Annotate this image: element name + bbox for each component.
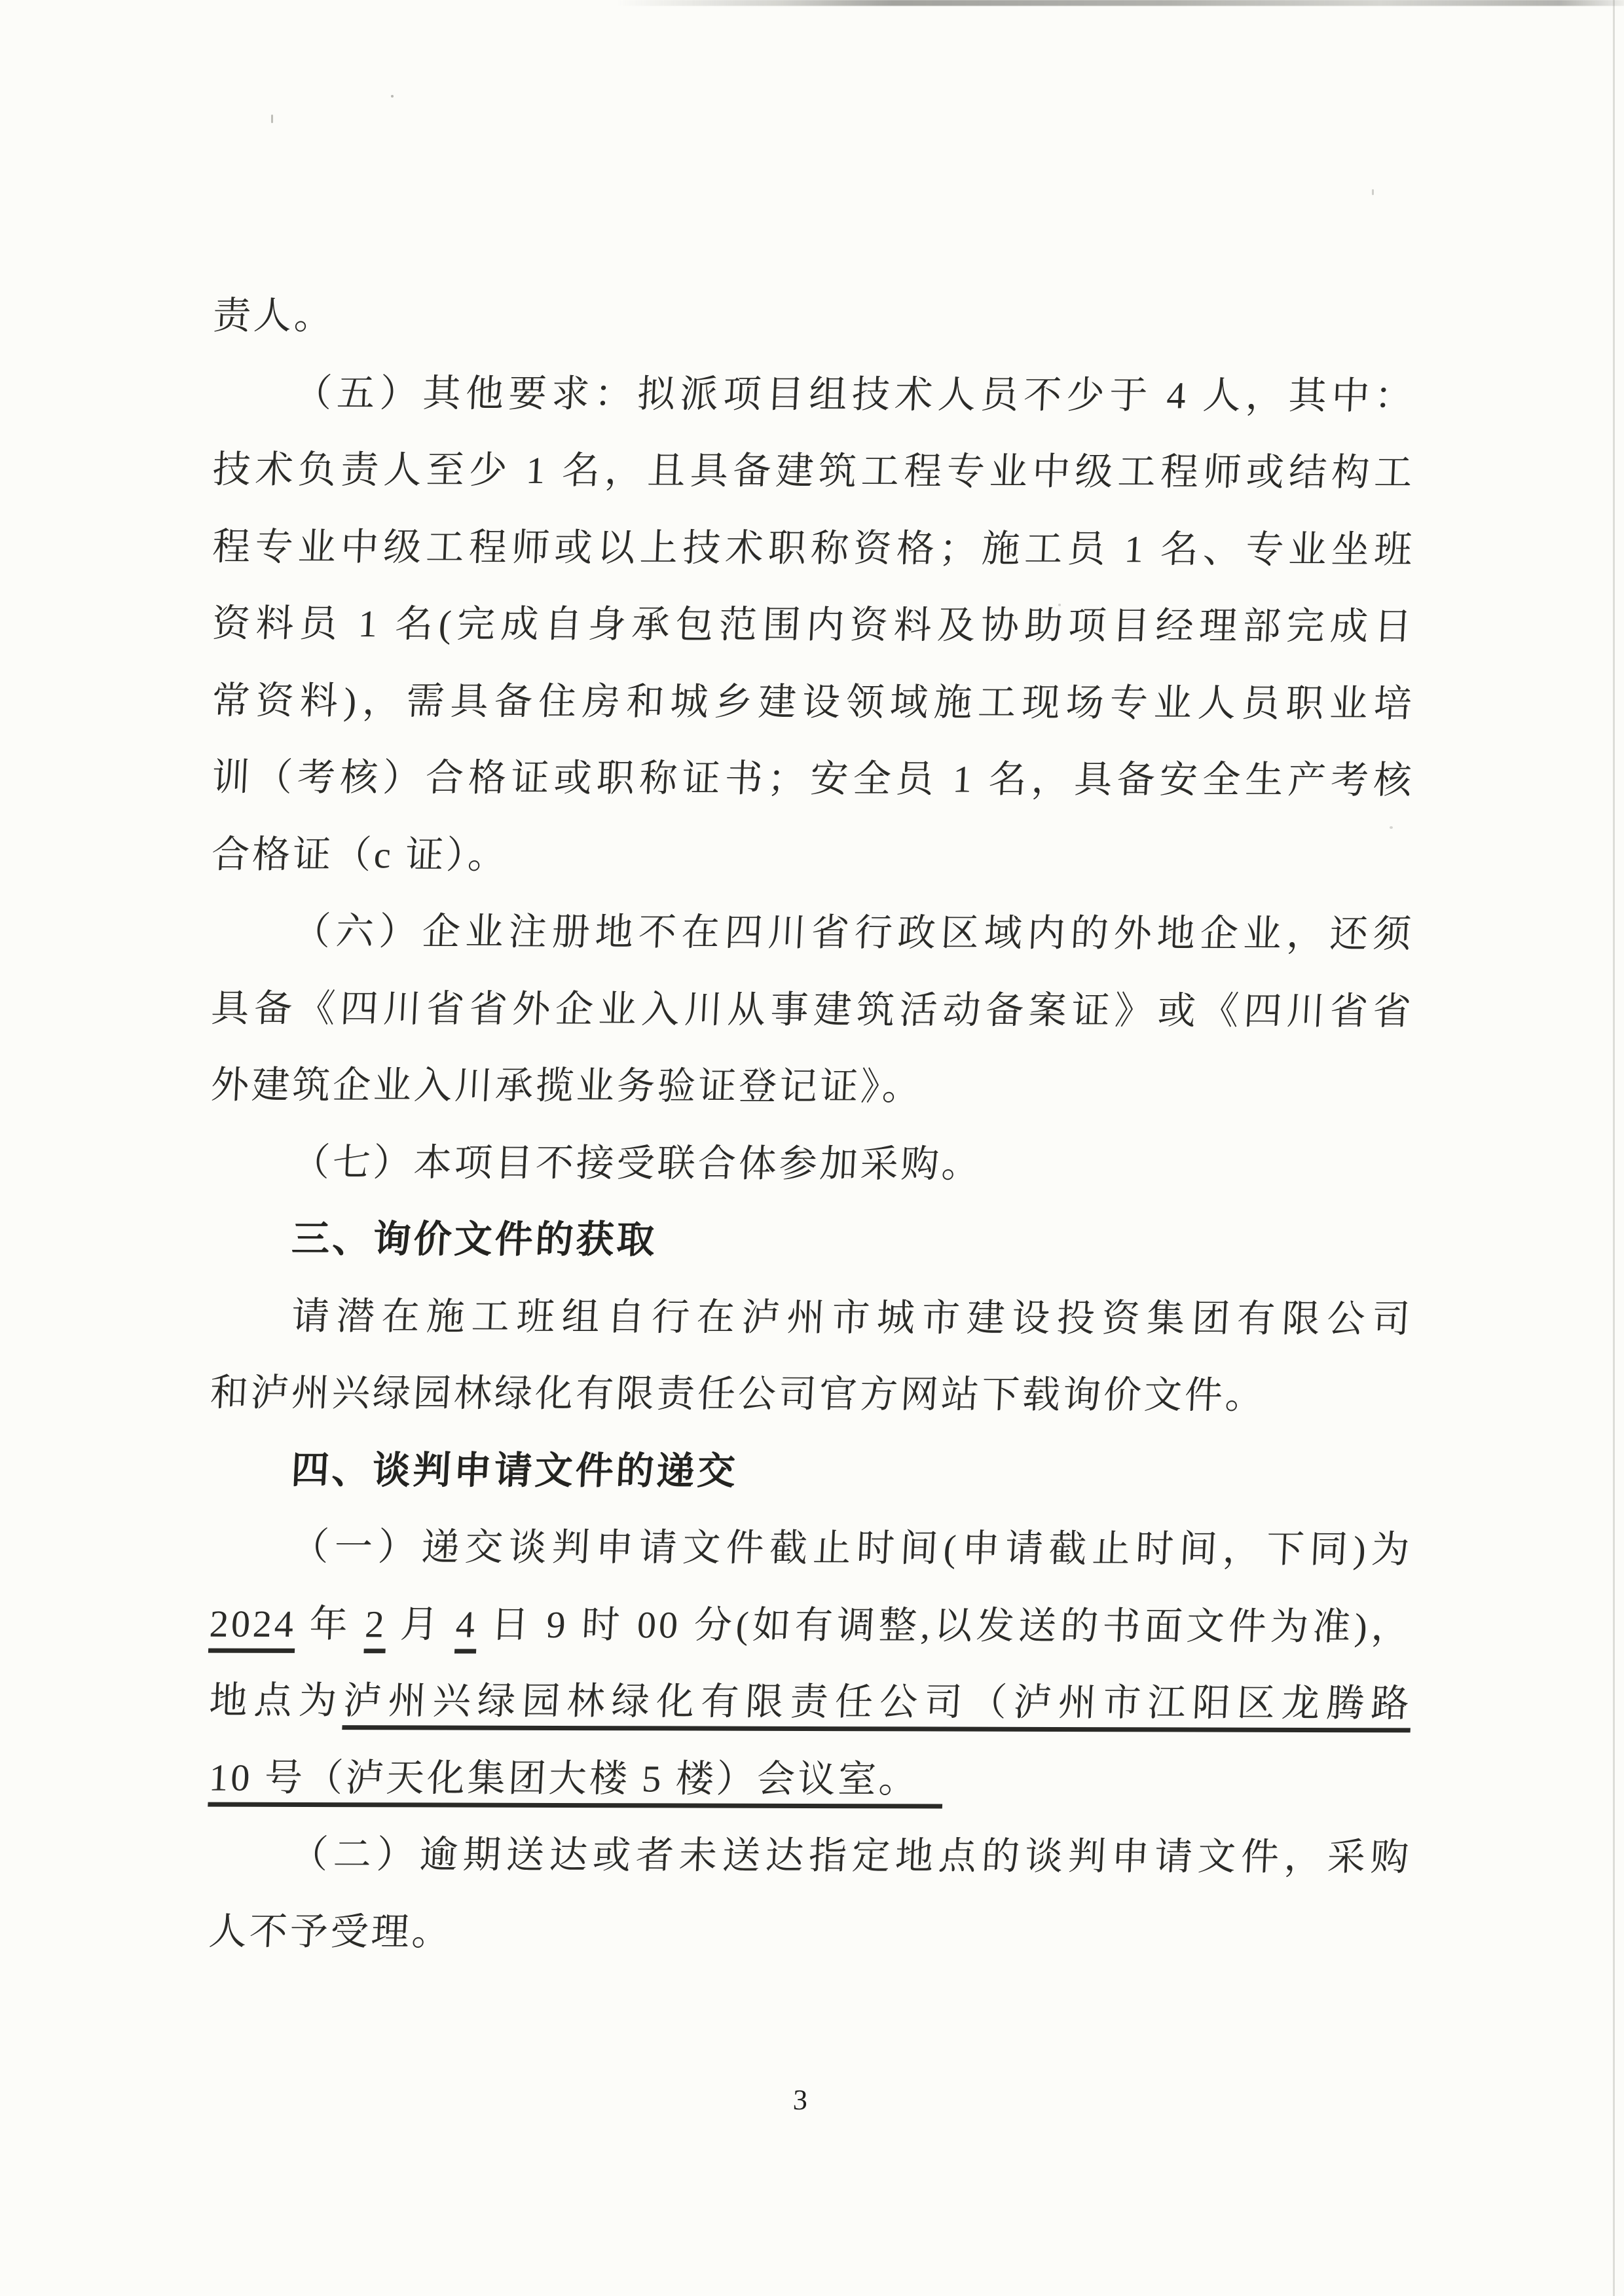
text-run: 月 bbox=[385, 1602, 457, 1646]
document-line bbox=[207, 1893, 1413, 1973]
document-line bbox=[209, 1047, 1415, 1127]
text-run: 训（考核）合格证或职称证书；安全员 1 名，具备安全生产考核 bbox=[210, 756, 1415, 802]
underlined-text: 4 bbox=[454, 1603, 479, 1646]
underlined-text: 泸州兴绿园林绿化有限责任公司（泸州市江阳区龙腾路 bbox=[342, 1679, 1413, 1725]
text-run: 请潜在施工班组自行在泸州市城市建设投资集团有限公司 bbox=[290, 1294, 1414, 1340]
document-line bbox=[210, 662, 1416, 742]
text-run: 程专业中级工程师或以上技术职称资格；施工员 1 名、专业坐班 bbox=[211, 525, 1416, 571]
document-line bbox=[208, 1585, 1414, 1665]
text-run: （七）本项目不接受联合体参加采购。 bbox=[291, 1140, 984, 1186]
document-line bbox=[210, 508, 1416, 588]
document-line bbox=[208, 1277, 1414, 1357]
text-run: （一）递交谈判申请文件截止时间(申请截止时间，下同)为 bbox=[289, 1525, 1413, 1571]
text-run: 合格证（c 证）。 bbox=[210, 833, 509, 877]
scan-speck bbox=[1372, 189, 1374, 195]
document-line bbox=[208, 1355, 1414, 1434]
document-line bbox=[208, 1508, 1414, 1588]
document-line bbox=[208, 1662, 1414, 1742]
document-line bbox=[208, 1739, 1414, 1819]
text-run: 日 9 时 00 分(如有调整,以发送的书面文件为准)， bbox=[476, 1603, 1413, 1648]
text-run: （六）企业注册地不在四川省行政区域内的外地企业，还须 bbox=[291, 909, 1415, 956]
document-line bbox=[211, 431, 1417, 511]
document-line bbox=[210, 816, 1416, 896]
text-run: 资料员 1 名(完成自身承包范围内资料及协助项目经理部完成日 bbox=[211, 602, 1416, 648]
document-line bbox=[210, 585, 1416, 665]
section-heading bbox=[208, 1431, 1414, 1511]
document-line bbox=[210, 739, 1416, 819]
underlined-text: 10 号（泸天化集团大楼 5 楼）会议室。 bbox=[208, 1756, 945, 1801]
document-line bbox=[210, 970, 1416, 1049]
text-run: （二）逾期送达或者未送达指定地点的谈判申请文件，采购 bbox=[289, 1832, 1412, 1879]
text-run: 人不予受理。 bbox=[208, 1910, 454, 1954]
document-line bbox=[211, 354, 1417, 434]
text-run: 和泸州兴绿园林绿化有限责任公司官方网站下载询价文件。 bbox=[209, 1371, 1267, 1417]
text-run: 责人。 bbox=[212, 294, 336, 338]
text-run: （五）其他要求：拟派项目组技术人员不少于 4 人，其中： bbox=[293, 371, 1416, 417]
text-run: 年 bbox=[295, 1602, 367, 1645]
document-line bbox=[211, 278, 1417, 357]
scanner-edge-artifact-top bbox=[0, 0, 1624, 6]
section-heading bbox=[209, 1201, 1415, 1281]
document-line bbox=[207, 1816, 1413, 1896]
text-run: 三、询价文件的获取 bbox=[290, 1217, 659, 1262]
scan-speck bbox=[391, 95, 394, 98]
document-body bbox=[209, 278, 1416, 1973]
text-run: 外建筑企业入川承揽业务验证登记证》。 bbox=[210, 1063, 924, 1108]
scanner-edge-artifact-right bbox=[1613, 0, 1615, 2296]
text-run: 四、谈判申请文件的递交 bbox=[290, 1448, 739, 1493]
document-line bbox=[210, 893, 1416, 973]
scan-speck bbox=[271, 115, 273, 123]
page-number: 3 bbox=[792, 2084, 808, 2116]
text-run: 技术负责人至少 1 名，且具备建筑工程专业中级工程师或结构工 bbox=[212, 448, 1416, 494]
underlined-text: 2 bbox=[363, 1602, 388, 1645]
text-run: 常资料)，需具备住房和城乡建设领域施工现场专业人员职业培 bbox=[211, 679, 1416, 725]
text-run: 地点为 bbox=[208, 1679, 344, 1722]
text-run: 具备《四川省省外企业入川从事建筑活动备案证》或《四川省省 bbox=[210, 987, 1415, 1032]
document-line bbox=[209, 1123, 1415, 1203]
underlined-text: 2024 bbox=[208, 1602, 297, 1645]
